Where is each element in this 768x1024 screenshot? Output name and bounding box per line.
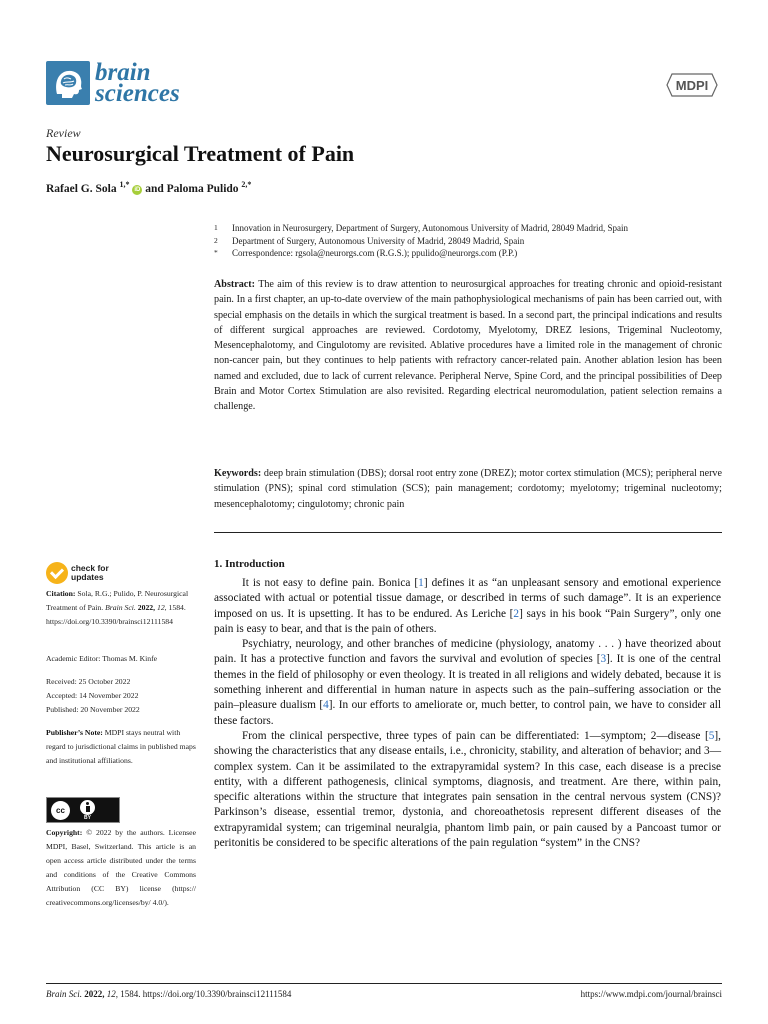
accepted-date: Accepted: 14 November 2022 xyxy=(46,690,139,700)
reference-link[interactable]: 4 xyxy=(323,699,329,712)
person-icon xyxy=(80,800,95,815)
reference-link[interactable]: 1 xyxy=(418,577,424,589)
author-separator: and xyxy=(142,182,167,195)
paragraph xyxy=(214,576,721,637)
by-block xyxy=(80,800,95,821)
journal-name xyxy=(95,59,180,107)
footer-journal: Brain Sci. xyxy=(46,989,82,999)
author-name[interactable]: Paloma Pulido xyxy=(166,182,239,195)
affiliation-mark: * xyxy=(214,248,218,258)
affiliation-mark: 1 xyxy=(214,223,218,232)
abstract-text: The aim of this review is to draw attention to neurosurgical approaches for treating chronic and opioid-resistant pain. In a first chapter, an up-to-date overview of the main pathophysiological mechanisms of pain has been carried out, with special emphasis on the details in which the surgical treatment is based. In a second part, the principal indications and results of different surgical approaches are reviewed. Cordotomy, Myelotomy, DREZ lesions, Trigeminal Nucleotomy, Mesencephalotomy, and Cingulotomy are revisited. Ablative procedures have a limited role in the management of chronic non-cancer pain, but they continues to help patients with refractory cancer-related pain. Another ablation lesion has been named and excluded, due to lack of current relevance. Peripheral Nerve, Spine Cord, and the principal possibilities of Deep Brain and Motor Cortex Stimulation are also revisited. Regarding electrical neuromodulation, patient selection remains a challenge. xyxy=(214,279,722,413)
check-updates-label xyxy=(71,564,109,582)
paragraph-text: ] defines it as “an unpleasant sensory and emotional experience associated with actual or potential tissue damage, or described in terms of such damage”. It is an experience imposed on us. It is upsetting. It has to be endured. As Leriche [ xyxy=(214,577,721,620)
reference-link[interactable]: 5 xyxy=(708,729,715,742)
article-title: Neurosurgical Treatment of Pain xyxy=(46,141,355,166)
keywords-label: Keywords: xyxy=(214,468,262,479)
article-type: Review xyxy=(46,126,81,140)
paragraph-text: Psychiatry, neurology, and other branches of medicine (physiology, anatomy . . . ) have theorized about pain. It has a protective function and favors the survival and evolution of species [ xyxy=(214,638,721,666)
correspondence xyxy=(214,247,724,260)
affiliations xyxy=(214,222,724,260)
affiliation-mark: 2 xyxy=(214,235,218,245)
academic-editor: Academic Editor: Thomas M. Kinfe xyxy=(46,654,158,663)
footer-divider xyxy=(46,983,722,984)
author-list xyxy=(46,180,251,195)
citation-doi-link[interactable]: 1584. https://doi.org/10.3390/brainsci12111584 xyxy=(46,602,186,626)
footer-journal-url[interactable]: https://www.mdpi.com/journal/brainsci xyxy=(580,989,722,999)
journal-name-line1: brain xyxy=(95,59,151,86)
cc-icon: cc xyxy=(51,801,70,820)
paragraph-text: ]. In our efforts to ameliorate or, much better, to control pain, we have to consider all these factors. xyxy=(214,699,721,727)
check-for-updates-button[interactable] xyxy=(46,562,109,584)
section-heading: 1. Introduction xyxy=(214,558,285,570)
citation-journal: Brain Sci. xyxy=(105,602,136,612)
section-divider xyxy=(214,532,722,533)
by-label: BY xyxy=(84,814,91,821)
author-affiliation-marks: 2,* xyxy=(241,180,252,189)
publisher-logo[interactable] xyxy=(666,70,718,100)
publisher-name: MDPI xyxy=(675,78,709,93)
author-affiliation-marks: 1,* xyxy=(119,180,130,189)
paragraph-text: ] says in his book “Pain Surgery”, only one pain is easy to bear, and that is the pain of others. xyxy=(214,607,721,635)
abstract xyxy=(214,277,722,415)
abstract-label: Abstract: xyxy=(214,279,256,290)
keywords xyxy=(214,466,722,512)
reference-link[interactable]: 2 xyxy=(513,607,520,620)
citation-volume: 12, xyxy=(156,602,167,612)
keywords-text: deep brain stimulation (DBS); dorsal root entry zone (DREZ); motor cortex stimulation (MCS); peripheral nerve stimulation (PNS); spinal cord stimulation (SCS); pain management; cordotomy; myelotomy; trigeminal nucleotomy; mesencephalotomy; cingulotomy; chronic pain xyxy=(214,468,722,510)
paragraph xyxy=(214,637,721,729)
footer-year: 2022, xyxy=(84,989,105,999)
paragraph-text: ], showing the characteristics that any disease entails, i.e., chronicity, stability, and alteration of behavior; and 3—complex system. Can it be assimilated to the extrapyramidal system? In this case, each disease is a precise entity, with a different pathogenesis, clinical symptoms, diagnosis, and treatment. Are there, within pain, specific alterations within the structure that integrates pain sensation in the central nervous system (CNS)? Parkinson’s disease, essential tremor, dystonia, and choreoathetosis represent different diseases of the extrapyramidal system; can trigeminal neuralgia, phantom limb pain, or pain caused by a Pancoast tumor or peritonitis be considered to be specific alterations of the pain regulation “system” in the CNS? xyxy=(214,729,721,850)
copyright-notice xyxy=(46,826,196,911)
citation-block xyxy=(46,587,196,628)
paragraph-text: It is not easy to define pain. Bonica [ xyxy=(242,577,419,589)
head-profile-icon xyxy=(46,61,90,105)
journal-logo[interactable] xyxy=(46,58,180,108)
check-icon xyxy=(46,562,68,584)
paragraph-text: From the clinical perspective, three types of pain can be differentiated: 1—symptom; 2—disease [ xyxy=(242,729,709,742)
paragraph xyxy=(214,729,721,851)
publisher-note-label: Publisher’s Note: xyxy=(46,728,103,737)
publisher-note-text: MDPI stays neutral with regard to jurisdictional claims in published maps and institutional affiliations. xyxy=(46,728,196,765)
reference-link[interactable]: 3 xyxy=(600,653,607,666)
author-name[interactable]: Rafael G. Sola xyxy=(46,182,117,195)
cc-by-license-badge[interactable] xyxy=(46,797,120,823)
published-date: Published: 20 November 2022 xyxy=(46,704,140,714)
copyright-text: © 2022 by the authors. Licensee MDPI, Basel, Switzerland. This article is an open access article distributed under the terms and conditions of the Creative Commons Attribution (CC BY) license (https:// creativecommons.org/licenses/by/ 4.0/). xyxy=(46,828,196,908)
dates-block xyxy=(46,675,196,716)
citation-label: Citation: xyxy=(46,589,76,598)
affiliation-item xyxy=(214,235,724,248)
affiliation-text: Department of Surgery, Autonomous University of Madrid, 28049 Madrid, Spain xyxy=(232,235,525,246)
citation-text: Sola, R.G.; Pulido, P. Neurosurgical Treatment of Pain. xyxy=(46,589,189,612)
correspondence-text[interactable]: Correspondence: rgsola@neurorgs.com (R.G.S.); ppulido@neurorgs.com (P.P.) xyxy=(232,248,518,259)
paragraph-text: ]. It is one of the central themes in the field of philosophy or even theology. It is treated in all religions and widely debated, because it is something inherent and differential in human nature in aspects such as the pain–suffering association or the pain–pleasure dualism [ xyxy=(214,653,721,712)
check-updates-line2: updates xyxy=(71,572,104,582)
check-updates-line1: check for xyxy=(71,563,109,573)
journal-name-line2: sciences xyxy=(95,80,180,107)
footer-volume: 12, xyxy=(106,989,118,999)
received-date: Received: 25 October 2022 xyxy=(46,677,131,686)
introduction-body xyxy=(214,576,721,851)
affiliation-item xyxy=(214,222,724,235)
footer-doi-link[interactable]: 1584. https://doi.org/10.3390/brainsci12111584 xyxy=(120,989,292,999)
orcid-icon[interactable]: iD xyxy=(134,186,141,193)
publisher-note xyxy=(46,726,196,767)
copyright-label: Copyright: xyxy=(46,828,83,837)
affiliation-text: Innovation in Neurosurgery, Department of Surgery, Autonomous University of Madrid, 28049 Madrid, Spain xyxy=(232,223,628,233)
citation-year: 2022, xyxy=(137,602,156,612)
